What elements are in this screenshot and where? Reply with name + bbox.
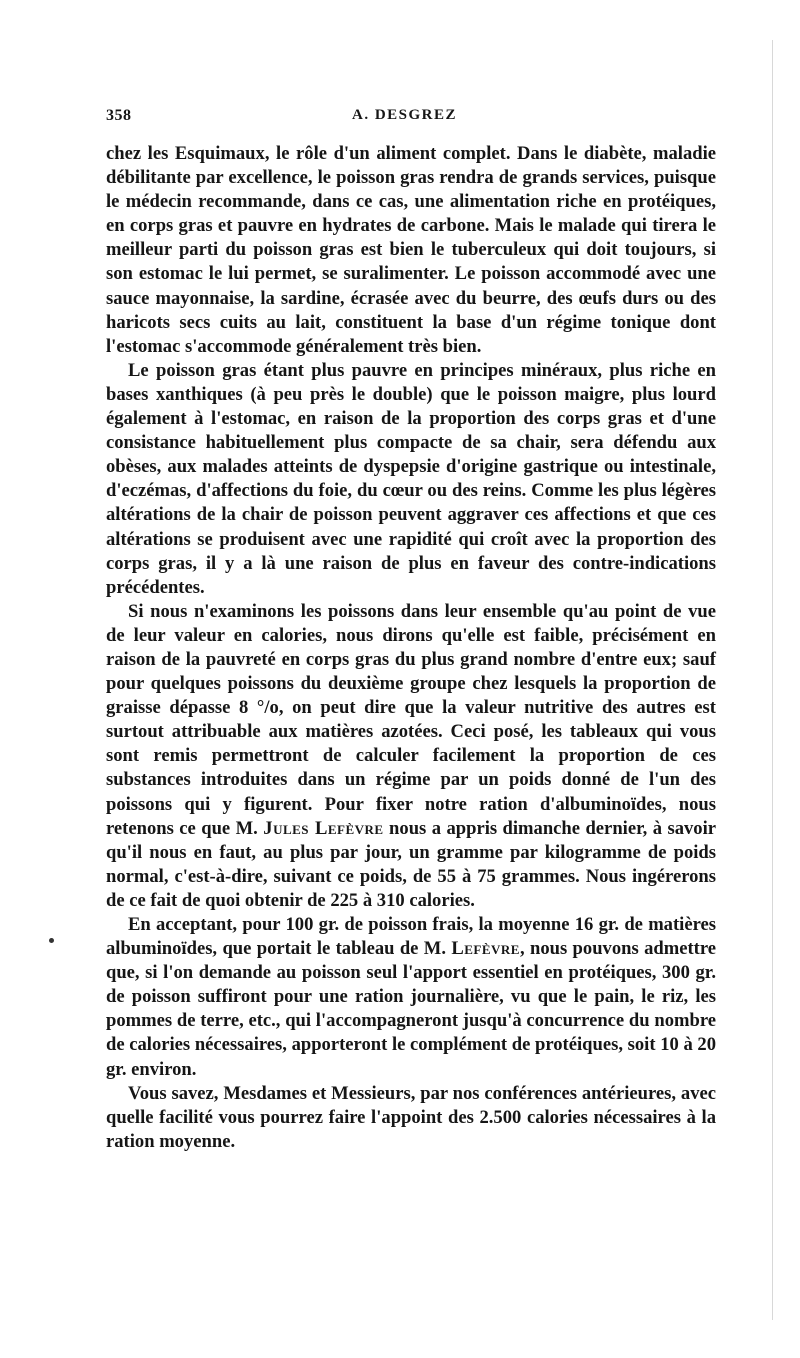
- paragraph-5: Vous savez, Mesdames et Messieurs, par nos conférences antérieures, avec quelle facilité vous pourrez faire l'appoint des 2.500 calories nécessaires à la ration moyenne.: [106, 1082, 716, 1152]
- author-name-jules-lefevre: Jules Lefèvre: [263, 817, 384, 839]
- paragraph-4-text-a: En acceptant, pour 100 gr. de poisson frais, la moyenne 16 gr. de matières albuminoïdes, que portait le tableau de M.: [106, 914, 716, 960]
- paragraph-3-text-a: Si nous n'examinons les poissons dans leur ensemble qu'au point de vue de leur valeur en calories, nous dirons qu'elle est faible, précisément en raison de la pauvreté en corps gras du plus grand nombre d'entre eux; sauf pour quelques poissons du deuxième groupe chez lesquels la proportion de graisse dépasse 8 °/o, on peut dire que la valeur nutritive des autres est surtout attribuable aux matières azotées. Ceci posé, les tableaux qui vous sont remis permettront de calculer facilement la proportion de ces substances introduites dans un régime par un poids donné de l'un des poissons qui y figurent. Pour fixer notre ration d'albuminoïdes, nous retenons ce que M.: [106, 600, 716, 839]
- page-number: 358: [106, 107, 132, 124]
- running-head: A. DESGREZ: [352, 107, 458, 123]
- paragraph-3-text-b: nous a appris dimanche dernier, à savoir qu'il nous en faut, au plus par jour, un gramme par kilogramme de poids normal, c'est-à-dire, suivant ce poids, de 55 à 75 grammes. Nous ingérerons de ce fait de quoi obtenir de 225 à 310 calories.: [106, 817, 717, 911]
- paragraph-4-text-b: , nous pouvons admettre que, si l'on demande au poisson seul l'apport essentiel en protéiques, 300 gr. de poisson suffiront pour une ration journalière, vu que le pain, le riz, les pommes de terre, etc., qui l'accompagneront jusqu'à concurrence du nombre de calories nécessaires, apporteront le complément de protéiques, soit 10 à 20 gr. environ.: [106, 938, 716, 1080]
- page-edge-shadow: [772, 40, 773, 1320]
- paragraph-1: chez les Esquimaux, le rôle d'un aliment complet. Dans le diabète, maladie débilitante par excellence, le poisson gras rendra de grands services, puisque le médecin recommande, dans ce cas, une alimentation riche en protéiques, en corps gras et pauvre en hydrates de carbone. Mais le malade qui tirera le meilleur parti du poisson gras est bien le tuberculeux qui doit toujours, si son estomac le lui permet, se suralimenter. Le poisson accommodé avec une sauce mayonnaise, la sardine, écrasée avec du beurre, des œufs durs ou des haricots secs cuits au lait, constituent la base d'un régime tonique dont l'estomac s'accommode généralement très bien.: [106, 143, 716, 357]
- ink-speck: [49, 938, 54, 943]
- author-name-lefevre: Lefèvre: [451, 938, 520, 960]
- page-header: [106, 107, 716, 131]
- paragraph-3: [106, 600, 716, 913]
- paragraph-2: Le poisson gras étant plus pauvre en principes minéraux, plus riche en bases xanthiques (à peu près le double) que le poisson maigre, plus lourd également à l'estomac, en raison de la proportion des corps gras et d'une consistance habituellement plus compacte de sa chair, sera défendu aux obèses, aux malades atteints de dyspepsie d'origine gastrique ou intestinale, d'eczémas, d'affections du foie, du cœur ou des reins. Comme les plus légères altérations de la chair de poisson peuvent aggraver ces affections et que ces altérations se produisent avec une rapidité qui croît avec la proportion des corps gras, il y a là une raison de plus en faveur des contre-indications précédentes.: [106, 359, 716, 598]
- body-text: [106, 142, 716, 1154]
- paragraph-4: [106, 913, 716, 1082]
